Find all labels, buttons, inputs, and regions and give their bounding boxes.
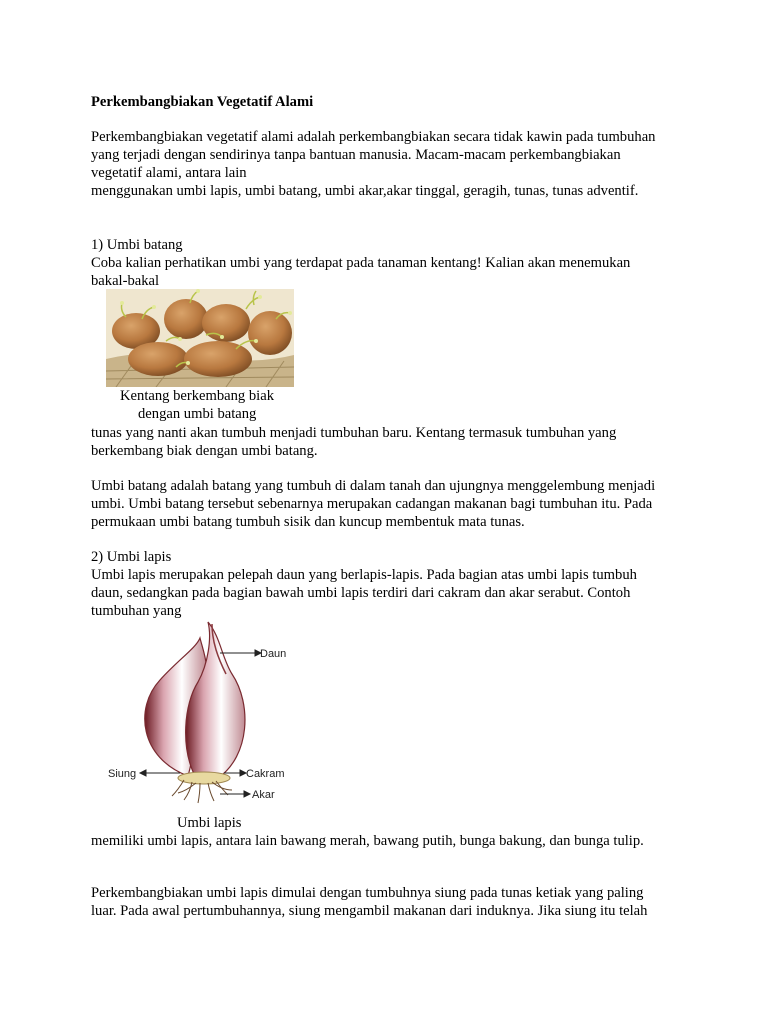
- label-siung: Siung: [108, 768, 137, 780]
- intro-line: vegetatif alami, antara lain: [91, 165, 247, 181]
- paragraph-line: Umbi batang adalah batang yang tumbuh di dalam tanah dan ujungnya menggelembung menjadi: [91, 478, 656, 494]
- section-heading-umbi-batang: 1) Umbi batang: [91, 237, 183, 253]
- onion-bulb-diagram: [100, 618, 300, 814]
- label-cakram: Cakram: [246, 768, 285, 780]
- paragraph-line: umbi. Umbi batang tersebut sebenarnya merupakan cadangan makanan bagi tumbuhan itu. Pada: [91, 496, 653, 512]
- paragraph-line: Coba kalian perhatikan umbi yang terdapat pada tanaman kentang! Kalian akan menemukan: [91, 255, 631, 271]
- paragraph-line: Umbi lapis merupakan pelepah daun yang berlapis-lapis. Pada bagian atas umbi lapis tumbuh: [91, 567, 637, 583]
- paragraph-line: luar. Pada awal pertumbuhannya, siung mengambil makanan dari induknya. Jika siung itu telah: [91, 903, 648, 919]
- paragraph-line: tumbuhan yang: [91, 603, 182, 619]
- paragraph-line: daun, sedangkan pada bagian bawah umbi lapis terdiri dari cakram dan akar serabut. Contoh: [91, 585, 631, 601]
- page-title: Perkembangbiakan Vegetatif Alami: [91, 94, 314, 110]
- paragraph-line: berkembang biak dengan umbi batang.: [91, 443, 318, 459]
- intro-line: yang terjadi dengan sendirinya tanpa bantuan manusia. Macam-macam perkembangbiakan: [91, 147, 621, 163]
- figure-caption: dengan umbi batang: [138, 406, 257, 422]
- figure-caption: Umbi lapis: [177, 815, 242, 831]
- paragraph-line: bakal-bakal: [91, 273, 160, 289]
- section-heading-umbi-lapis: 2) Umbi lapis: [91, 549, 172, 565]
- paragraph-line: Perkembangbiakan umbi lapis dimulai dengan tumbuhnya siung pada tunas ketiak yang paling: [91, 885, 644, 901]
- label-daun: Daun: [260, 648, 287, 660]
- intro-line: Perkembangbiakan vegetatif alami adalah perkembangbiakan secara tidak kawin pada tumbuhan: [91, 129, 656, 145]
- label-akar: Akar: [252, 789, 275, 801]
- potato-sprouting-image: [106, 289, 294, 387]
- paragraph-line: memiliki umbi lapis, antara lain bawang merah, bawang putih, bunga bakung, dan bunga tulip.: [91, 833, 644, 849]
- paragraph-line: permukaan umbi batang tumbuh sisik dan kuncup membentuk mata tunas.: [91, 514, 525, 530]
- paragraph-line: tunas yang nanti akan tumbuh menjadi tumbuhan baru. Kentang termasuk tumbuhan yang: [91, 425, 617, 441]
- figure-caption: Kentang berkembang biak: [120, 388, 274, 404]
- intro-line: menggunakan umbi lapis, umbi batang, umbi akar,akar tinggal, geragih, tunas, tunas adventif.: [91, 183, 639, 199]
